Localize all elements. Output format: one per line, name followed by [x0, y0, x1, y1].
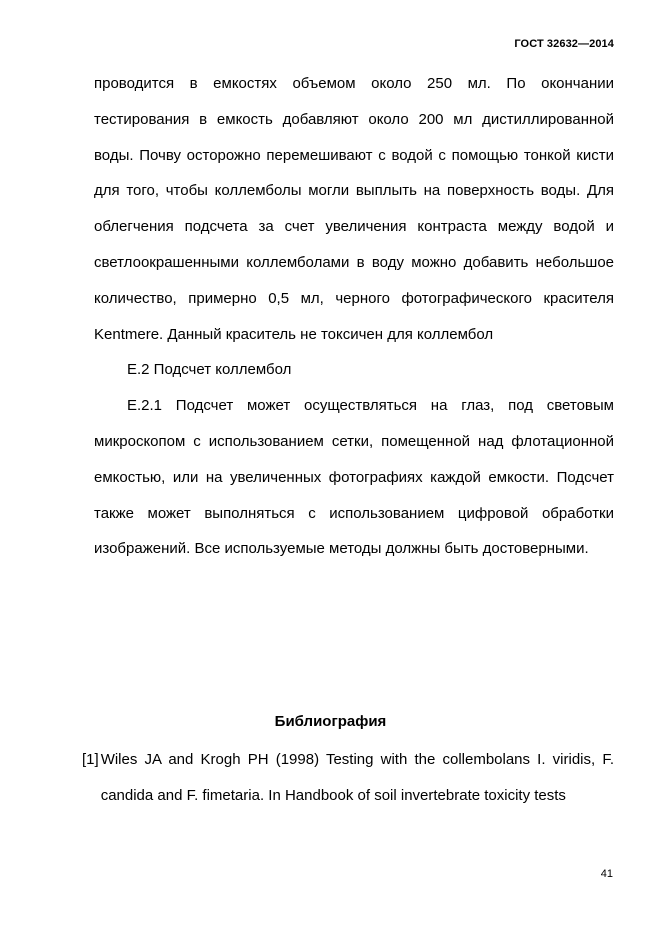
bibliography-entry-text: Wiles JA and Krogh PH (1998) Testing with the collembolans I. viridis, F. candida and F. fimetaria. In Handbook of soil invertebrate toxicity tests: [100, 751, 614, 804]
body-text: [94, 66, 614, 567]
bibliography-title: Библиография: [274, 713, 387, 730]
bibliography-entry-number: [1]: [82, 751, 99, 768]
paragraph-testing: проводится в емкостях объемом около 250 мл. По окончании тестирования в емкость добавляют около 200 мл дистиллированной воды. Почву осторожно перемешивают с водой с помощью тонкой кисти для того, чтобы коллемболы могли выплыть на поверхность воды. Для облегчения подсчета за счет увеличения контраста между водой и светлоокрашенными коллемболами в воду можно добавить небольшое количество, примерно 0,5 мл, черного фотографического красителя Kentmere. Данный краситель не токсичен для коллембол: [94, 75, 614, 343]
bibliography-entry: [82, 742, 614, 814]
paragraph-e2-1: Е.2.1 Подсчет может осуществляться на глаз, под световым микроскопом с использованием сетки, помещенной над флотационной емкостью, или на увеличенных фотографиях каждой емкости. Подсчет также может выполняться с использованием цифровой обработки изображений. Все используемые методы должны быть достоверными.: [94, 397, 614, 558]
section-heading-e2: Е.2 Подсчет коллембол: [127, 361, 292, 379]
standard-header: ГОСТ 32632—2014: [514, 38, 614, 50]
page-number: 41: [600, 868, 613, 880]
